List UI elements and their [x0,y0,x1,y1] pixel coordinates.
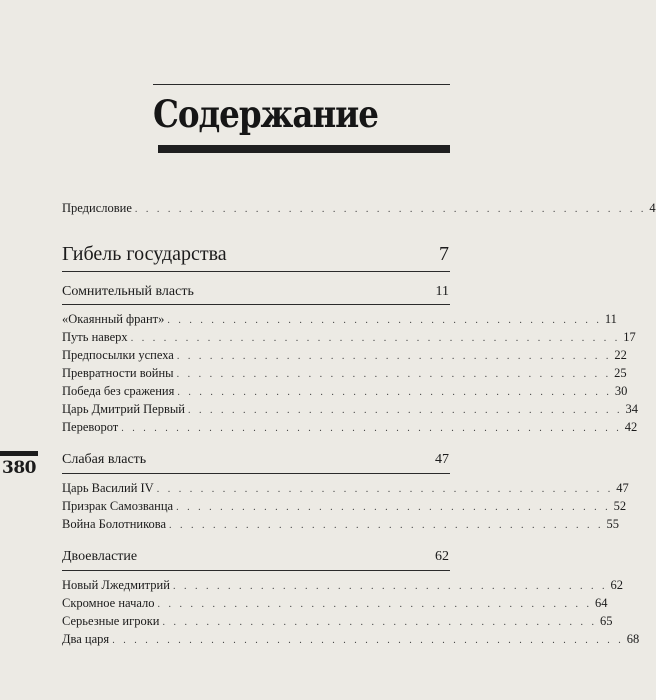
toc-entry-label: Новый Лжедмитрий [62,578,170,592]
leader-dots: . . . . . . . . . . . . . . . . . . . . . . . . . . . . . . . . . . . . . . . . [176,351,612,362]
toc-entry-label: Переворот [62,420,119,434]
toc-entry [62,516,620,534]
leader-dots: . . . . . . . . . . . . . . . . . . . . . . . . . . . . . . . . . . . . . . . . . . . . . [130,333,621,344]
toc-entry [62,329,636,347]
page-number-marker [0,451,38,483]
section-rule [62,570,450,571]
part-title: Гибель государства [62,243,227,265]
leader-dots: . . . . . . . . . . . . . . . . . . . . . . . . . . . . . . . . . . . . . . . . . . . . . . [121,423,622,434]
toc-entry-label: Превратности войны [62,366,174,380]
toc-entry [62,595,608,613]
toc-entry [62,577,623,595]
section-page: 47 [435,452,449,467]
toc-entry-page: 52 [613,499,627,513]
toc-entry [62,498,627,516]
toc-entry-label: Два царя [62,632,110,646]
toc-section-heading [62,451,449,469]
section-rule [62,473,450,474]
title-bottom-rule [158,145,450,153]
toc-entry-page: 22 [614,348,627,362]
section-title: Сомнительный власть [62,284,194,299]
toc-entry-page: 4 [649,201,656,215]
toc-entry-label: Победа без сражения [62,384,175,398]
toc-entry-page: 55 [606,517,620,531]
leader-dots: . . . . . . . . . . . . . . . . . . . . . . . . . . . . . . . . . . . . . . . . . . . . . . . [112,635,624,646]
toc-entry-label: Предпосылки успеха [62,348,174,362]
folio-bar [0,451,38,456]
leader-dots: . . . . . . . . . . . . . . . . . . . . . . . . . . . . . . . . . . . . . . . . [176,502,611,513]
toc-entry [62,480,629,498]
toc-entry-page: 34 [625,402,638,416]
leader-dots: . . . . . . . . . . . . . . . . . . . . . . . . . . . . . . . . . . . . . . . . [157,599,593,610]
leader-dots: . . . . . . . . . . . . . . . . . . . . . . . . . . . . . . . . . . . . . . . . [169,520,604,531]
leader-dots: . . . . . . . . . . . . . . . . . . . . . . . . . . . . . . . . . . . . . . . . . . [156,484,614,495]
section-title: Двоевластие [62,549,138,564]
leader-dots: . . . . . . . . . . . . . . . . . . . . . . . . . . . . . . . . . . . . . . . . . . . . . . . [134,204,647,215]
toc-section-heading [62,548,449,566]
toc-entry-label: Серьезные игроки [62,614,160,628]
toc-entry-label: Царь Дмитрий Первый [62,402,185,416]
toc-entry-page: 47 [616,481,629,495]
toc-entry [62,401,638,419]
toc-entry [62,365,627,383]
toc-entry-page: 64 [595,596,608,610]
toc-entry-label: «Окаянный франт» [62,312,165,326]
toc-entry-preface [62,200,656,218]
toc-entry-page: 17 [623,330,636,344]
toc-entry-page: 68 [626,632,640,646]
toc-section-heading [62,283,449,301]
toc-entry-label: Царь Василий IV [62,481,154,495]
leader-dots: . . . . . . . . . . . . . . . . . . . . . . . . . . . . . . . . . . . . . . . . [177,387,612,398]
toc-entry-label: Призрак Самозванца [62,499,174,513]
toc-entry-label: Скромное начало [62,596,155,610]
toc-entry-page: 65 [599,614,613,628]
section-page: 62 [435,549,449,564]
toc-entry [62,613,613,631]
toc-entry-page: 25 [614,366,627,380]
toc-entry-page: 62 [610,578,623,592]
toc-entry-label: Война Болотникова [62,517,167,531]
toc-entry [62,383,628,401]
toc-entry-label: Путь наверх [62,330,128,344]
leader-dots: . . . . . . . . . . . . . . . . . . . . . . . . . . . . . . . . . . . . . . . . [187,405,623,416]
toc-part-heading [62,242,449,266]
toc-entry [62,631,640,649]
toc-entry [62,419,638,437]
toc-entry [62,347,627,365]
section-rule [62,304,450,305]
part-page: 7 [439,243,449,265]
section-page: 11 [435,284,449,299]
page-title: Содержание [153,92,378,136]
leader-dots: . . . . . . . . . . . . . . . . . . . . . . . . . . . . . . . . . . . . . . . . [162,617,597,628]
leader-dots: . . . . . . . . . . . . . . . . . . . . . . . . . . . . . . . . . . . . . . . . [167,315,602,326]
toc-entry-page: 42 [624,420,638,434]
toc-entry [62,311,617,329]
leader-dots: . . . . . . . . . . . . . . . . . . . . . . . . . . . . . . . . . . . . . . . . [172,581,608,592]
page-number: 380 [2,458,36,478]
part-rule [62,271,450,272]
section-title: Слабая власть [62,452,147,467]
leader-dots: . . . . . . . . . . . . . . . . . . . . . . . . . . . . . . . . . . . . . . . . [176,369,612,380]
toc-entry-page: 30 [614,384,628,398]
toc-entry-label: Предисловие [62,201,132,215]
toc-entry-page: 11 [604,312,617,326]
title-top-rule [153,84,450,85]
